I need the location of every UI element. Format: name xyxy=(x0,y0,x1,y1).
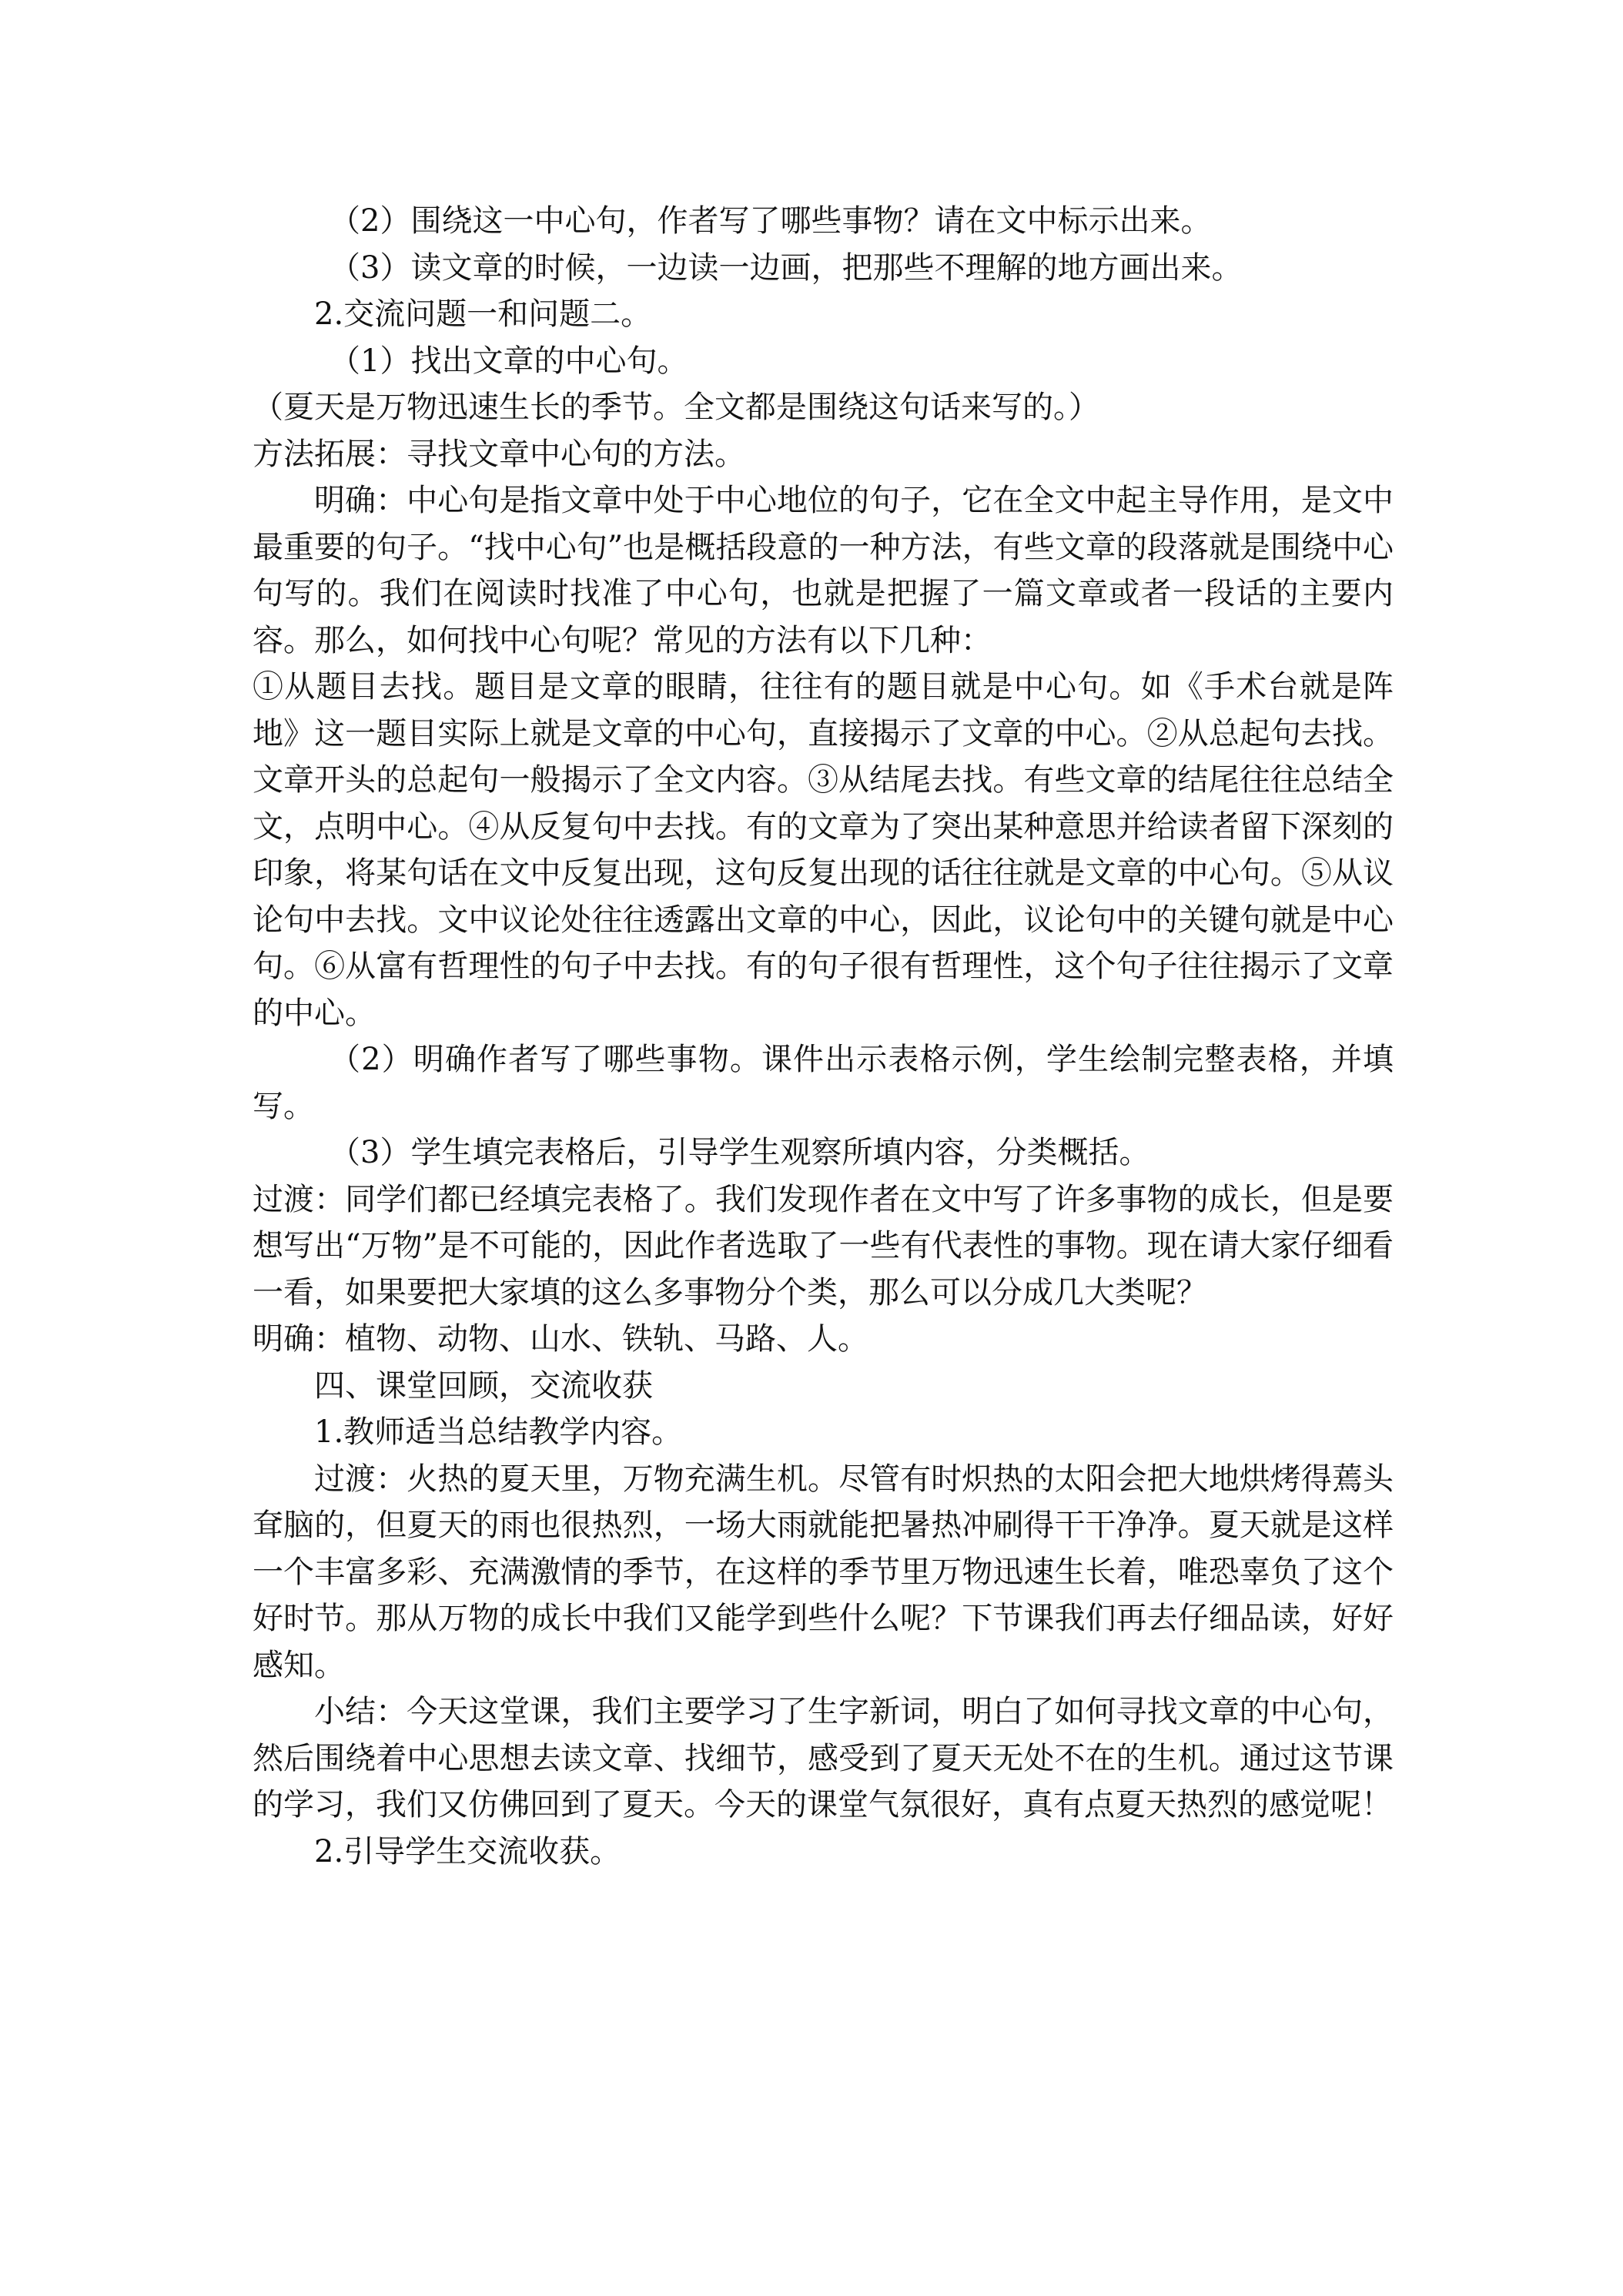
paragraph: （2）围绕这一中心句，作者写了哪些事物？请在文中标示出来。 xyxy=(330,203,1212,239)
paragraph: 明确：中心句是指文章中处于中心地位的句子，它在全文中起主导作用，是文中最重要的句子。“找中心句”也是概括段意的一种方法，有些文章的段落就是围绕中心句写的。我们在阅读时找准了中心句，也就是把握了一篇文章或者一段话的主要内容。那么，如何找中心句呢？常见的方法有以下几种： xyxy=(253,483,1394,658)
paragraph: （1）找出文章的中心句。 xyxy=(330,343,688,379)
paragraph: （3）学生填完表格后，引导学生观察所填内容，分类概括。 xyxy=(330,1135,1150,1170)
paragraph: 过渡：同学们都已经填完表格了。我们发现作者在文中写了许多事物的成长，但是要想写出“万物”是不可能的，因此作者选取了一些有代表性的事物。现在请大家仔细看一看，如果要把大家填的这么多事物分个类，那么可以分成几大类呢？ xyxy=(253,1181,1394,1310)
paragraph: （2）明确作者写了哪些事物。课件出示表格示例，学生绘制完整表格，并填写。 xyxy=(253,1042,1394,1124)
paragraph: 2.引导学生交流收获。 xyxy=(314,1833,621,1869)
paragraph: （3）读文章的时候，一边读一边画，把那些不理解的地方画出来。 xyxy=(330,249,1243,286)
paragraph: 明确：植物、动物、山水、铁轨、马路、人。 xyxy=(253,1321,868,1357)
paragraph: 方法拓展：寻找文章中心句的方法。 xyxy=(253,436,745,472)
paragraph: 四、课堂回顾，交流收获 xyxy=(314,1367,653,1404)
paragraph: ①从题目去找。题目是文章的眼睛，往往有的题目就是中心句。如《手术台就是阵地》这一题目实际上就是文章的中心句，直接揭示了文章的中心。②从总起句去找。文章开头的总起句一般揭示了全文内容。③从结尾去找。有些文章的结尾往往总结全文，点明中心。④从反复句中去找。有的文章为了突出某种意思并给读者留下深刻的印象，将某句话在文中反复出现，这句反复出现的话往往就是文章的中心句。⑤从议论句中去找。文中议论处往往透露出文章的中心，因此，议论句中的关键句就是中心句。⑥从富有哲理性的句子中去找。有的句子很有哲理性，这个句子往往揭示了文章的中心。 xyxy=(253,669,1394,1031)
paragraph: （夏天是万物迅速生长的季节。全文都是围绕这句话来写的。） xyxy=(253,390,1099,425)
paragraph: 2.交流问题一和问题二。 xyxy=(314,296,652,332)
document-body xyxy=(253,198,1394,1875)
paragraph: 1.教师适当总结教学内容。 xyxy=(314,1414,683,1450)
paragraph: 小结：今天这堂课，我们主要学习了生字新词，明白了如何寻找文章的中心句，然后围绕着中心思想去读文章、找细节，感受到了夏天无处不在的生机。通过这节课的学习，我们又仿佛回到了夏天。今天的课堂气氛很好，真有点夏天热烈的感觉呢！ xyxy=(253,1694,1394,1822)
paragraph: 过渡：火热的夏天里，万物充满生机。尽管有时炽热的太阳会把大地烘烤得蔫头耷脑的，但夏天的雨也很热烈，一场大雨就能把暑热冲刷得干干净净。夏天就是这样一个丰富多彩、充满激情的季节，在这样的季节里万物迅速生长着，唯恐辜负了这个好时节。那从万物的成长中我们又能学到些什么呢？下节课我们再去仔细品读，好好感知。 xyxy=(253,1461,1394,1683)
